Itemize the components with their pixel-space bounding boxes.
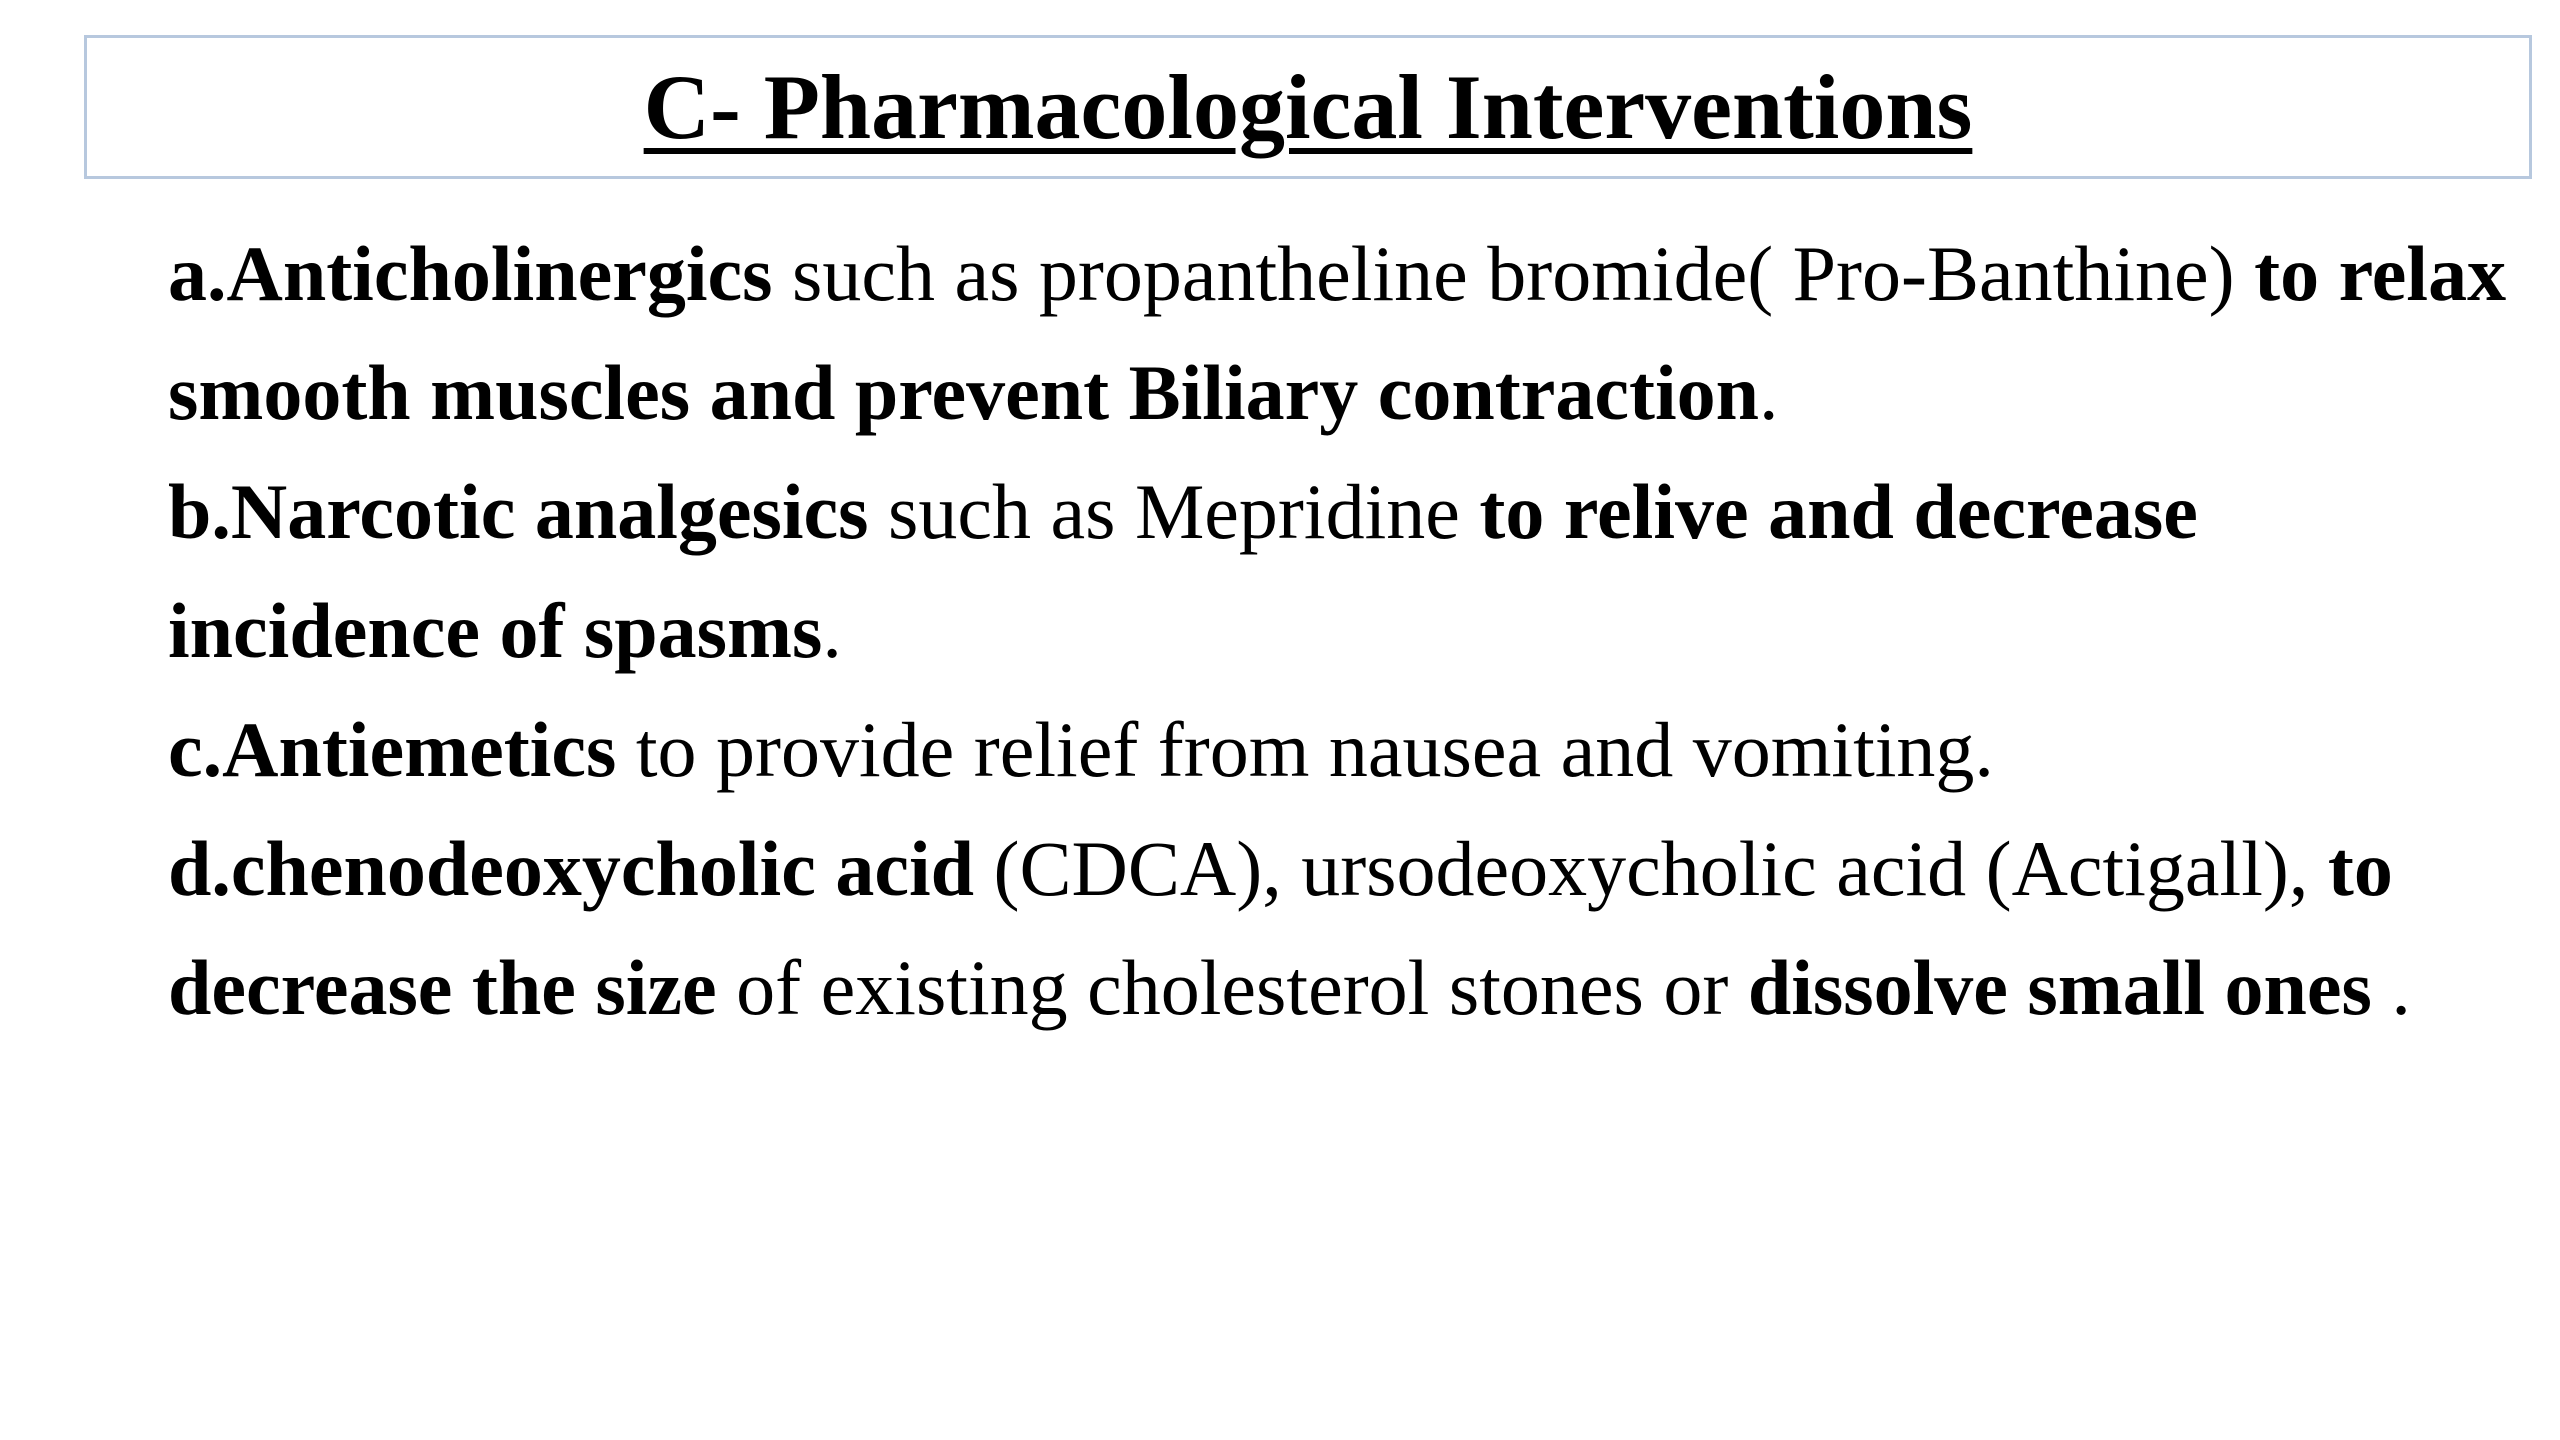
item-letter: a.	[168, 230, 227, 317]
slide-body	[168, 214, 2528, 1047]
slide-title: C- Pharmacological Interventions	[643, 56, 1973, 158]
list-item-antiemetics	[168, 690, 2528, 809]
item-term: chenodeoxycholic acid	[230, 825, 975, 912]
item-term: Narcotic analgesics	[230, 468, 869, 555]
item-emphasis: to decrease the size	[168, 825, 2393, 1031]
item-text: .	[822, 587, 842, 674]
item-text: .	[2371, 944, 2411, 1031]
item-emphasis: to relive and decrease incidence of spasms	[168, 468, 2198, 674]
item-text: to provide relief from nausea and vomiting.	[616, 706, 1994, 793]
list-item-anticholinergics	[168, 214, 2528, 452]
item-term: Anticholinergics	[226, 230, 773, 317]
list-item-narcotic-analgesics	[168, 452, 2528, 690]
item-text: (CDCA), ursodeoxycholic acid (Actigall),	[974, 825, 2328, 912]
item-letter: c.	[168, 706, 223, 793]
title-box	[84, 35, 2532, 179]
item-emphasis: to relax smooth muscles and prevent Biliary contraction	[168, 230, 2507, 436]
item-letter: d.	[168, 825, 231, 912]
list-item-bile-acids	[168, 809, 2528, 1047]
item-letter: b.	[168, 468, 231, 555]
item-text: such as Mepridine	[868, 468, 1480, 555]
item-text: of existing cholesterol stones or	[716, 944, 1748, 1031]
item-text: such as propantheline bromide( Pro-Banthine)	[772, 230, 2255, 317]
item-term: Antiemetics	[222, 706, 617, 793]
item-emphasis: dissolve small ones	[1747, 944, 2372, 1031]
item-text: .	[1759, 349, 1779, 436]
